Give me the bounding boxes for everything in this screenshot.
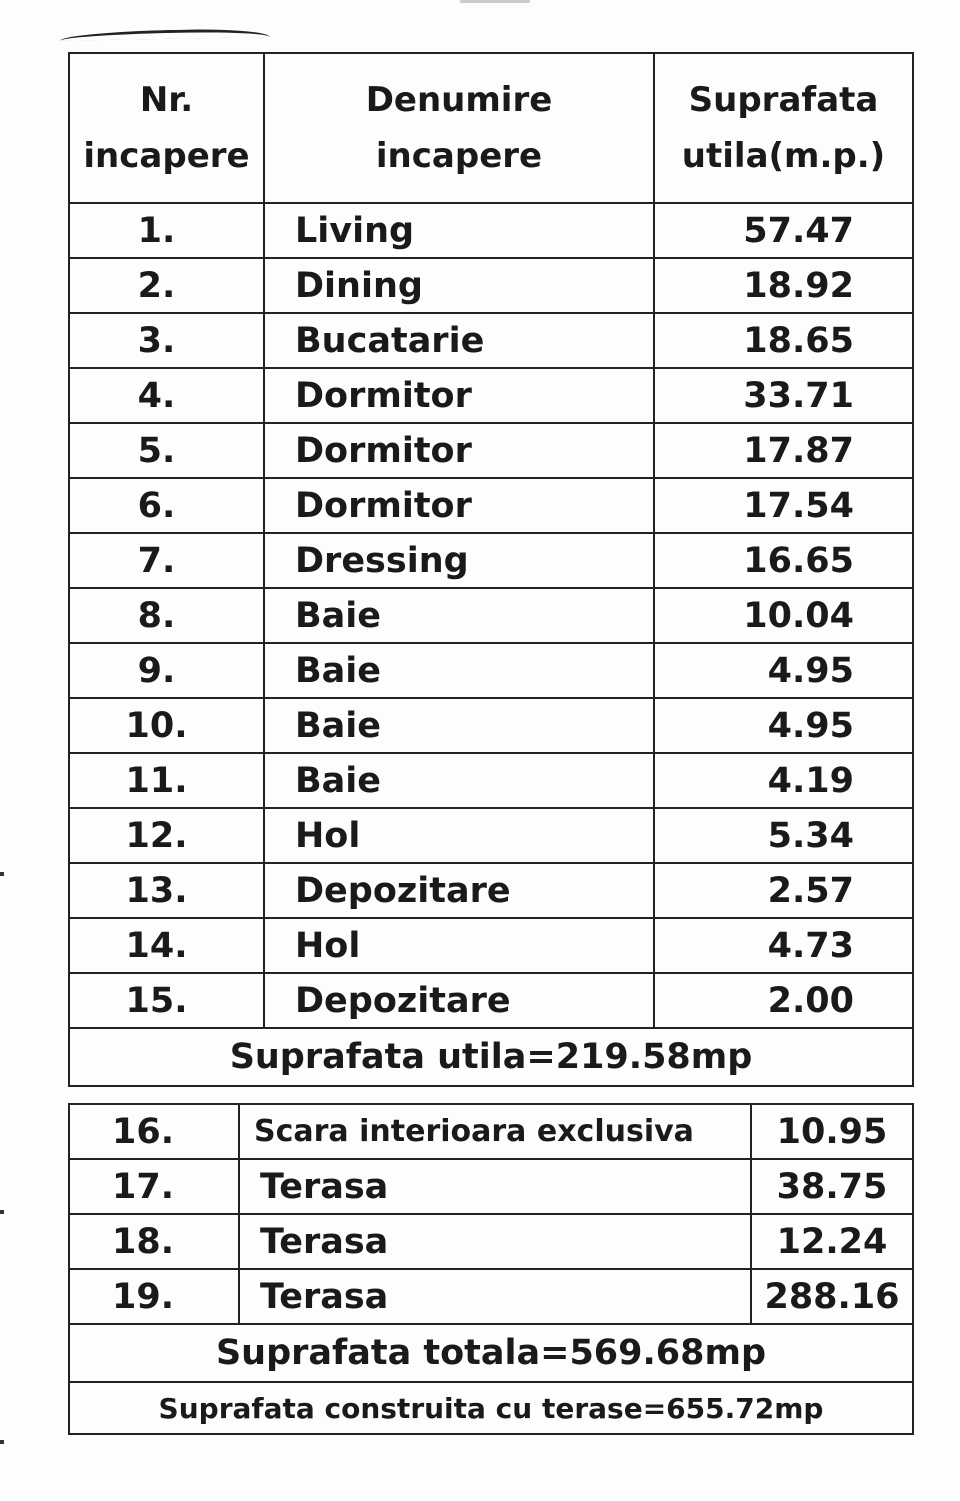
room-nr: 16. xyxy=(69,1104,239,1159)
scan-pen-mark xyxy=(60,28,270,41)
table-row xyxy=(69,368,913,423)
room-name: Depozitare xyxy=(264,973,654,1028)
room-area: 2.00 xyxy=(654,973,913,1028)
built-area-label: Suprafata construita cu terase=655.72mp xyxy=(69,1382,913,1434)
room-area: 38.75 xyxy=(751,1159,913,1214)
table-row xyxy=(69,1214,913,1269)
total-row xyxy=(69,1324,913,1382)
table-row xyxy=(69,1104,913,1159)
room-area: 17.54 xyxy=(654,478,913,533)
room-nr: 2. xyxy=(69,258,264,313)
table-row xyxy=(69,258,913,313)
room-name: Baie xyxy=(264,753,654,808)
room-name: Dormitor xyxy=(264,423,654,478)
room-area: 2.57 xyxy=(654,863,913,918)
room-area: 10.04 xyxy=(654,588,913,643)
room-name: Baie xyxy=(264,698,654,753)
room-area: 16.65 xyxy=(654,533,913,588)
table-row xyxy=(69,1269,913,1324)
room-name: Dressing xyxy=(264,533,654,588)
room-name: Depozitare xyxy=(264,863,654,918)
room-area: 4.95 xyxy=(654,643,913,698)
table-row xyxy=(69,533,913,588)
room-name: Baie xyxy=(264,588,654,643)
room-name: Terasa xyxy=(239,1269,751,1324)
table-row xyxy=(69,863,913,918)
scan-edge-mark xyxy=(0,1210,4,1214)
scan-smudge xyxy=(460,0,530,3)
table-row xyxy=(69,808,913,863)
header-row xyxy=(69,53,913,203)
subtotal-row xyxy=(69,1028,913,1086)
table-row xyxy=(69,753,913,808)
room-area: 4.19 xyxy=(654,753,913,808)
room-area: 57.47 xyxy=(654,203,913,258)
room-nr: 19. xyxy=(69,1269,239,1324)
room-nr: 3. xyxy=(69,313,264,368)
scan-edge-mark xyxy=(0,872,4,876)
extra-areas-table xyxy=(68,1103,914,1435)
header-name: Denumire incapere xyxy=(264,53,654,203)
room-name: Hol xyxy=(264,918,654,973)
subtotal-label: Suprafata utila=219.58mp xyxy=(69,1028,913,1086)
room-nr: 13. xyxy=(69,863,264,918)
room-name: Dormitor xyxy=(264,478,654,533)
table-row xyxy=(69,973,913,1028)
room-nr: 4. xyxy=(69,368,264,423)
room-nr: 7. xyxy=(69,533,264,588)
table-row xyxy=(69,478,913,533)
table-row xyxy=(69,423,913,478)
room-name: Bucatarie xyxy=(264,313,654,368)
room-name: Terasa xyxy=(239,1214,751,1269)
room-nr: 17. xyxy=(69,1159,239,1214)
table-row xyxy=(69,1159,913,1214)
room-name: Baie xyxy=(264,643,654,698)
header-area: Suprafata utila(m.p.) xyxy=(654,53,913,203)
room-name: Living xyxy=(264,203,654,258)
room-nr: 11. xyxy=(69,753,264,808)
room-nr: 18. xyxy=(69,1214,239,1269)
room-nr: 15. xyxy=(69,973,264,1028)
room-name: Dormitor xyxy=(264,368,654,423)
room-area: 10.95 xyxy=(751,1104,913,1159)
room-area: 18.92 xyxy=(654,258,913,313)
table-row xyxy=(69,588,913,643)
room-nr: 5. xyxy=(69,423,264,478)
room-areas-table xyxy=(68,52,914,1087)
room-name: Terasa xyxy=(239,1159,751,1214)
room-nr: 1. xyxy=(69,203,264,258)
built-area-row xyxy=(69,1382,913,1434)
scan-edge-mark xyxy=(0,1440,4,1444)
room-area: 288.16 xyxy=(751,1269,913,1324)
header-nr: Nr. incapere xyxy=(69,53,264,203)
room-name: Hol xyxy=(264,808,654,863)
table-row xyxy=(69,203,913,258)
room-nr: 6. xyxy=(69,478,264,533)
table-row xyxy=(69,698,913,753)
room-area: 33.71 xyxy=(654,368,913,423)
room-area: 4.95 xyxy=(654,698,913,753)
room-area: 12.24 xyxy=(751,1214,913,1269)
room-nr: 12. xyxy=(69,808,264,863)
table-row xyxy=(69,313,913,368)
room-nr: 9. xyxy=(69,643,264,698)
room-nr: 14. xyxy=(69,918,264,973)
table-row xyxy=(69,918,913,973)
room-nr: 10. xyxy=(69,698,264,753)
room-area: 17.87 xyxy=(654,423,913,478)
room-nr: 8. xyxy=(69,588,264,643)
room-name: Dining xyxy=(264,258,654,313)
room-area: 4.73 xyxy=(654,918,913,973)
room-area: 18.65 xyxy=(654,313,913,368)
table-row xyxy=(69,643,913,698)
room-name: Scara interioara exclusiva xyxy=(239,1104,751,1159)
room-area: 5.34 xyxy=(654,808,913,863)
total-label: Suprafata totala=569.68mp xyxy=(69,1324,913,1382)
